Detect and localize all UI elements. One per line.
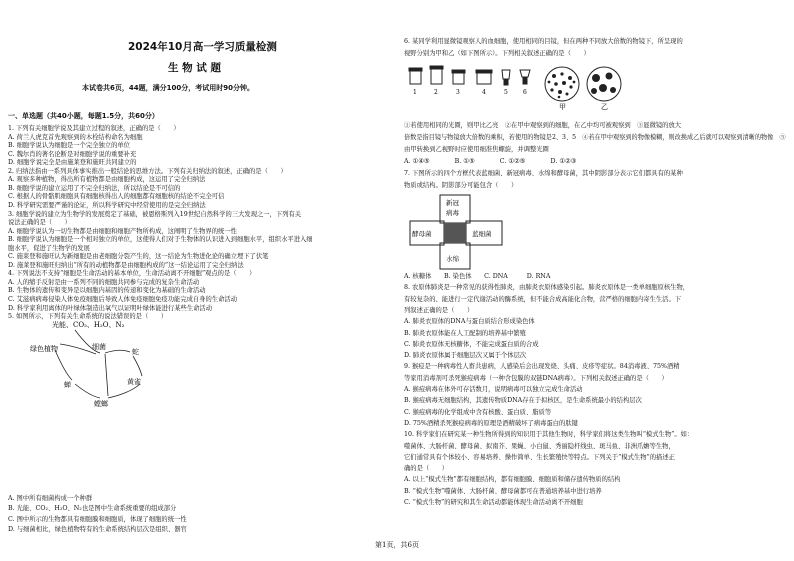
text-line: 胞水平，促进了生物学的发展 [8, 244, 90, 252]
figure-6-microscope [404, 64, 624, 114]
text-line: C. 施莱登和施旺认为新细胞是由老细胞分裂产生的，这一结论为生物进化论的确立埋下了伏笔 [8, 253, 269, 261]
text-line: 确的是（ ） [404, 465, 449, 473]
fig7-label-cyanobacteria: 蓝细菌 [472, 230, 492, 238]
text-line: D. 肺炎衣原体属于细胞层次又属于个体层次 [404, 352, 527, 360]
text-line: 等家用消毒剂可杀死猴痘病毒（一种含包膜的双链DNA病毒）。下列相关叙述正确的是（ ） [404, 374, 668, 382]
figure-5-food-web [30, 318, 170, 410]
fig7-label-spirogyra: 水绵 [446, 255, 459, 263]
text-line: D. 与细菌相比，绿色植物特有的生命系统结构层次是组织、器官 [8, 526, 187, 534]
fig6-label-yi: 乙 [601, 103, 608, 111]
text-line: 列叙述正确的是（ ） [404, 306, 474, 314]
text-line: 有较复杂的、能进行一定代谢活动的酶系统，但不能合成高能化合物，营严格的细胞内寄生生活。下 [404, 295, 682, 303]
fig5-label-bacteria: 细菌 [92, 343, 106, 351]
page-footer: 第1页，共6页 [375, 541, 419, 549]
text-line: C. 魏尔肖的著名论断是对细胞学说的重要补充 [8, 150, 137, 158]
text-line: B. “模式生物”噬菌体、大肠杆菌、酵母菌都可在普通培养基中进行培养 [404, 487, 602, 495]
fig5-label-mantis: 螳螂 [94, 400, 108, 408]
text-line: B. 细胞学说认为细胞是一个相对独立的单位，这使得人们对于生物体的认识进入到细胞水平，组织水平进入细 [8, 236, 313, 244]
fig6-num-4: 4 [482, 89, 486, 96]
text-line: 噬菌体、大肠杆菌、酵母菌、拟南芥、果蝇、小白鼠、秀丽隐杆线虫、斑马鱼、非洲爪蟾等生物， [404, 442, 675, 450]
fig5-label-cicada: 蝉 [64, 381, 71, 389]
text-line: C. 猴痘病毒的化学组成中含有核酸、蛋白质、脂质等 [404, 408, 552, 416]
text-line: B. 光能、CO₂、H₂O、N₂也是图中生命系统重要的组成部分 [8, 505, 177, 513]
text-line: 说法正确的是（ ） [8, 219, 71, 227]
text-line: A. 观察多种植物，得出所有植物都是由细胞构成，这运用了完全归纳法 [8, 176, 206, 184]
fig7-label-virus-1: 新冠 [446, 199, 459, 207]
text-line: D. 施莱登和施旺归纳出“所有的动植物都是由细胞构成的”这一结论运用了完全归纳法 [8, 261, 244, 269]
text-line: A. 猴痘病毒在体外可存活数月，说明病毒可以独立完成生命活动 [404, 386, 583, 393]
text-line: C. 肺炎衣原体无核糖体，不能完成蛋白质的合成 [404, 340, 539, 348]
text-line: 物质或结构。阴影部分可能包含（ ） [404, 181, 518, 189]
text-line: A. 肺炎衣原体的DNA与蛋白质结合形成染色体 [404, 318, 535, 326]
fig7-shaded-center [444, 223, 466, 243]
text-line: B. 生物体的遗传和变异是以细胞内基因的传递和变化为基础的生命活动 [8, 287, 206, 295]
text-line: A. 人的缩手反射是由一系列不同的细胞共同参与完成的复杂生命活动 [8, 278, 200, 286]
exam-note: 本试卷共6页，44题，满分100分，考试用时90分钟。 [82, 84, 254, 92]
text-line: D. 科学家利用离体的叶绿体制造出氧气以证明叶绿体能进行某些生命活动 [8, 304, 213, 312]
fig6-num-6: 6 [523, 89, 527, 96]
text-line: 1. 下列有关细胞学说及其建立过程的叙述，正确的是（ ） [8, 125, 180, 132]
text-line: B. 猴痘病毒无细胞结构，其遗传物质DNA存在于拟核区，是生命系统最小的结构层次 [404, 397, 642, 405]
text-line: D. 细胞学说完全是由施莱登和施旺共同建立的 [8, 159, 137, 167]
text-line: 9. 猴痘是一种病毒性人畜共患病，人感染后会出现发烧、头痛、皮疹等症状。84消毒液、75%酒精 [404, 363, 680, 371]
text-line: 倍数是指目镜与物镜放大倍数的乘积，若使用的物镜是2、3、5 ④若在甲中观察到的物像模糊，则改换成乙后就可以观察到清晰的物像 ⑤ [404, 133, 786, 141]
text-line: 7. 下图所示的四个方框代表蓝细菌、新冠病毒、水绵和酵母菌，其中阴影部分表示它们都具有的某种 [404, 169, 683, 177]
text-line: 3. 细胞学说的建立为生物学的发展奠定了基础，被恩格斯列入19世纪自然科学的三大发现之一，下列有关 [8, 210, 302, 218]
text-line: C. 图中所示的生物都具有细胞膜和细胞质，体现了细胞的统一性 [8, 515, 187, 523]
exam-subject: 生 物 试 题 [168, 62, 221, 74]
fig7-label-yeast: 酵母菌 [412, 230, 432, 238]
text-line: 8. 农原体肺炎是一种常见的获得性肺炎，由肺炎衣原体感染引起。肺炎衣原体是一类单细胞原核生物， [404, 284, 690, 292]
fig6-label-jia: 甲 [559, 103, 566, 111]
text-line: C. “模式生物”的研究和其生命活动都能体现生命活动离不开细胞 [404, 499, 583, 506]
text-line: A. 以上“模式生物”都有细胞结构，都有细胞膜、细胞质和储存遗传物质的结构 [404, 476, 621, 484]
fig5-label-sparrow: 黄雀 [127, 378, 141, 386]
text-line: D. 科学研究需要严谨的论证，所以科学研究中经常使用的是完全归纳法 [8, 201, 206, 209]
text-line: 5. 如图所示，下列有关生命系统的说法错误的是（ ） [8, 313, 168, 321]
text-line: 它们通常具有个体较小、容易培养、操作简单、生长繁殖快等特点。下列关于“模式生物”的描述正 [404, 453, 675, 461]
text-line: A. 图中所有细菌构成一个种群 [8, 495, 93, 502]
text-line: B. 细胞学说认为细胞是一个完全独立的单位 [8, 142, 130, 150]
text-line: A. ①④⑤ B. ①⑤ C. ①②⑤ D. ①②③ [404, 157, 577, 165]
text-line: D. 75%酒精杀死猴痘病毒的原理是酒精破坏了病毒蛋白的肽键 [404, 419, 578, 427]
text-line: A. 荷兰人虎克首先观察到的木栓结构命名为细胞 [8, 133, 143, 141]
fig6-num-2: 2 [434, 89, 438, 96]
text-line: 4. 下列说法不支持“细胞是生命活动的基本单位，生命活动离不开细胞”观点的是（ ） [8, 270, 256, 278]
text-line: A. 核糖体 B. 染色体 C. DNA D. RNA [404, 273, 551, 280]
figure-7-venn [404, 193, 514, 275]
text-line: C. 艾滋病病毒侵染人体免疫细胞后导致人体免疫细胞免疫功能完成自身的生命活动 [8, 296, 237, 303]
text-line: 视野分别为甲和乙（如下图所示）。下列相关叙述正确的是（ ） [404, 50, 590, 57]
text-line: B. 细胞学说的建立运用了不完全归纳法，所以结论是不可信的 [8, 184, 181, 192]
fig6-num-3: 3 [456, 89, 460, 96]
text-line: 2. 归纳法指由一系列具体事实推出一般结论的思维方法。下列有关归纳法的叙述，正确的是（ ） [8, 167, 287, 175]
text-line: 6. 某同学利用显微镜观察人的血细胞，使用相同的目镜，但在两种不同放大倍数的物镜下，所呈现的 [404, 38, 683, 45]
fig5-label-plant: 绿色植物 [30, 345, 58, 353]
fig6-num-1: 1 [413, 89, 417, 96]
text-line: 由甲转换到乙视野时应使用细准焦螺旋，并调整光圈 [404, 145, 549, 153]
fig5-label-snake: 蛇 [132, 348, 139, 356]
text-line: ①若使用相同的光圈，则甲比乙亮 ②在甲中观察到的细胞，在乙中均可被观察到 ③显微镜的放大 [404, 122, 682, 129]
fig5-label-energy: 光能、CO₂、H₂O、N₂ [52, 321, 125, 329]
text-line: 10. 科学家们在研究某一种生物所得到的知识用于其他生物时，科学家们将这类生物叫“模式生物”。如： [404, 431, 694, 439]
text-line: A. 细胞学说认为一切生物都是由细胞和细胞产物所构成，这阐明了生物界的统一性 [8, 227, 237, 235]
fig6-num-5: 5 [504, 89, 508, 96]
fig7-label-virus-2: 病毒 [446, 209, 459, 217]
text-line: B. 肺炎衣原体能在人工配制的培养基中繁殖 [404, 329, 526, 337]
section-heading: 一、单选题（共40小题，每题1.5分，共60分） [8, 112, 159, 120]
text-line: C. 根据人的骨骼肌细胞具有细胞核得出人的细胞都有细胞核的结论不完全可信 [8, 193, 225, 201]
exam-title: 2024年10月高一学习质量检测 [128, 41, 277, 53]
